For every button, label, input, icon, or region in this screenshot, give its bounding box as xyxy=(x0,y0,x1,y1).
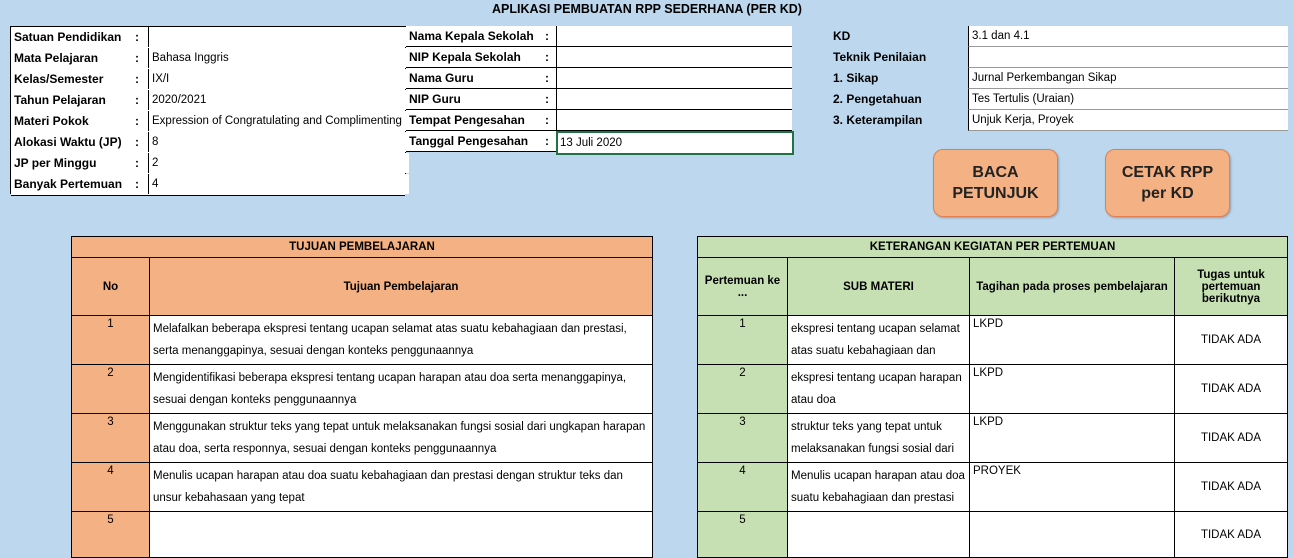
right-field-value[interactable]: 3.1 dan 4.1 xyxy=(968,26,1288,47)
kegiatan-row-tugas[interactable]: TIDAK ADA xyxy=(1175,365,1288,414)
kegiatan-row-no: 4 xyxy=(698,463,788,512)
left-field-colon: : xyxy=(135,177,139,191)
mid-field-row xyxy=(406,47,788,68)
tujuan-row xyxy=(72,414,653,463)
left-field-label: Tahun Pelajaran xyxy=(14,93,106,107)
tujuan-row xyxy=(72,365,653,414)
cetak-rpp-button[interactable] xyxy=(1105,149,1230,217)
kegiatan-col-tagihan: Tagihan pada proses pembelajaran xyxy=(970,258,1175,316)
mid-field-value[interactable] xyxy=(556,26,792,47)
kegiatan-row-tugas[interactable]: TIDAK ADA xyxy=(1175,512,1288,558)
left-field-colon: : xyxy=(135,135,139,149)
mid-field-label: Nama Kepala Sekolah xyxy=(406,26,559,47)
kegiatan-row-sub[interactable]: ekspresi tentang ucapan selamat atas suatu kebahagiaan dan xyxy=(788,316,970,365)
kegiatan-row-tugas[interactable]: TIDAK ADA xyxy=(1175,463,1288,512)
tujuan-row xyxy=(72,463,653,512)
tujuan-row-text[interactable]: Menggunakan struktur teks yang tepat untuk melaksanakan fungsi sosial dari ungkapan harapan atau doa, serta responnya, sesuai dengan konteks penggunaannya xyxy=(150,414,653,463)
middle-info-block xyxy=(406,26,788,152)
app-title: APLIKASI PEMBUATAN RPP SEDERHANA (PER KD) xyxy=(492,2,802,16)
tujuan-row-no: 4 xyxy=(72,463,150,512)
left-info-block xyxy=(10,26,406,194)
mid-field-value[interactable] xyxy=(556,89,792,110)
mid-field-value[interactable]: 13 Juli 2020 xyxy=(556,131,794,155)
tujuan-col-tujuan: Tujuan Pembelajaran xyxy=(150,258,653,316)
mid-field-row xyxy=(406,89,788,110)
tujuan-row-text[interactable] xyxy=(150,512,653,558)
kegiatan-col-sub: SUB MATERI xyxy=(788,258,970,316)
left-field-colon: : xyxy=(135,72,139,86)
kegiatan-row xyxy=(698,365,1288,414)
kegiatan-row-tagihan[interactable] xyxy=(970,512,1175,558)
left-field-row xyxy=(11,90,405,112)
left-field-colon: : xyxy=(135,30,139,44)
mid-field-row xyxy=(406,68,788,89)
mid-field-label: Tempat Pengesahan xyxy=(406,110,559,131)
right-field-label: 1. Sikap xyxy=(833,71,879,85)
tujuan-row-no: 1 xyxy=(72,316,150,365)
right-field-label: Teknik Penilaian xyxy=(833,50,927,64)
tujuan-row-text[interactable]: Menulis ucapan harapan atau doa suatu kebahagiaan dan prestasi dengan struktur teks dan unsur kebahasaan yang tepat xyxy=(150,463,653,512)
left-field-value[interactable]: 8 xyxy=(148,132,409,152)
left-field-label: Materi Pokok xyxy=(14,114,89,128)
right-field-value[interactable]: Tes Tertulis (Uraian) xyxy=(968,89,1288,110)
mid-field-colon: : xyxy=(545,113,549,127)
left-field-value[interactable]: Expression of Congratulating and Complimenting xyxy=(148,111,409,131)
right-field-label: 2. Pengetahuan xyxy=(833,92,922,106)
mid-field-value[interactable] xyxy=(556,47,792,68)
right-field-row xyxy=(818,47,1284,68)
right-field-value[interactable]: Unjuk Kerja, Proyek xyxy=(968,110,1288,131)
right-field-label: 3. Keterampilan xyxy=(833,113,923,127)
kegiatan-col-tugas: Tugas untuk pertemuan berikutnya xyxy=(1175,258,1288,316)
left-field-label: Alokasi Waktu (JP) xyxy=(14,135,122,149)
tujuan-row xyxy=(72,316,653,365)
mid-field-colon: : xyxy=(545,50,549,64)
left-field-row xyxy=(11,153,405,175)
kegiatan-row-sub[interactable]: struktur teks yang tepat untuk melaksanakan fungsi sosial dari xyxy=(788,414,970,463)
kegiatan-row-tagihan[interactable]: LKPD xyxy=(970,365,1175,414)
left-field-row xyxy=(11,111,405,133)
mid-field-colon: : xyxy=(545,92,549,106)
left-field-colon: : xyxy=(135,51,139,65)
mid-field-label: NIP Guru xyxy=(406,89,559,110)
left-field-value[interactable]: 2020/2021 xyxy=(148,90,409,110)
tujuan-row-no: 2 xyxy=(72,365,150,414)
kegiatan-table-title: KETERANGAN KEGIATAN PER PERTEMUAN xyxy=(698,237,1288,258)
left-field-label: Kelas/Semester xyxy=(14,72,104,86)
mid-field-row xyxy=(406,26,788,47)
left-field-row xyxy=(11,69,405,91)
tujuan-row xyxy=(72,512,653,558)
right-field-row xyxy=(818,68,1284,89)
right-field-label: KD xyxy=(833,29,851,43)
left-field-colon: : xyxy=(135,114,139,128)
left-field-row xyxy=(11,48,405,70)
tujuan-table xyxy=(71,236,653,558)
right-field-row xyxy=(818,26,1284,47)
left-field-label: JP per Minggu xyxy=(14,156,97,170)
kegiatan-row xyxy=(698,463,1288,512)
kegiatan-row-no: 5 xyxy=(698,512,788,558)
left-field-label: Banyak Pertemuan xyxy=(14,177,123,191)
kegiatan-row-tagihan[interactable]: PROYEK xyxy=(970,463,1175,512)
kegiatan-row-tugas[interactable]: TIDAK ADA xyxy=(1175,414,1288,463)
left-field-value[interactable]: 2 xyxy=(148,153,409,173)
kegiatan-row-no: 3 xyxy=(698,414,788,463)
mid-field-label: Nama Guru xyxy=(406,68,559,89)
right-field-row xyxy=(818,89,1284,110)
mid-field-value[interactable] xyxy=(556,110,792,131)
left-field-row xyxy=(11,132,405,154)
kegiatan-row-sub[interactable] xyxy=(788,512,970,558)
kegiatan-row xyxy=(698,316,1288,365)
mid-field-row xyxy=(406,131,788,152)
mid-field-value[interactable] xyxy=(556,68,792,89)
mid-field-colon: : xyxy=(545,29,549,43)
tujuan-row-text[interactable]: Mengidentifikasi beberapa ekspresi tentang ucapan harapan atau doa serta menanggapinya, sesuai dengan konteks penggunaannya xyxy=(150,365,653,414)
tujuan-col-no: No xyxy=(72,258,150,316)
right-field-row xyxy=(818,110,1284,131)
kegiatan-row-tagihan[interactable]: LKPD xyxy=(970,414,1175,463)
kegiatan-row-sub[interactable]: ekspresi tentang ucapan harapan atau doa xyxy=(788,365,970,414)
cetak-rpp-label: CETAK RPP per KD xyxy=(1121,164,1214,202)
tujuan-row-no: 5 xyxy=(72,512,150,558)
baca-petunjuk-button[interactable] xyxy=(933,149,1058,217)
kegiatan-col-pertemuan: Pertemuan ke ... xyxy=(698,258,788,316)
mid-field-colon: : xyxy=(545,71,549,85)
baca-petunjuk-label: BACA PETUNJUK xyxy=(952,164,1039,202)
left-field-value[interactable]: Bahasa Inggris xyxy=(148,48,409,68)
kegiatan-row xyxy=(698,414,1288,463)
kegiatan-row-no: 2 xyxy=(698,365,788,414)
left-field-label: Satuan Pendidikan xyxy=(14,30,122,44)
right-field-value[interactable]: Jurnal Perkembangan Sikap xyxy=(968,68,1288,89)
tujuan-row-no: 3 xyxy=(72,414,150,463)
tujuan-table-title: TUJUAN PEMBELAJARAN xyxy=(72,237,653,258)
mid-field-row xyxy=(406,110,788,131)
mid-field-label: Tanggal Pengesahan xyxy=(406,131,559,152)
kegiatan-row-tagihan[interactable]: LKPD xyxy=(970,316,1175,365)
right-info-block xyxy=(818,26,1284,131)
right-field-value[interactable] xyxy=(968,47,1288,68)
kegiatan-table xyxy=(697,236,1288,558)
kegiatan-row-sub[interactable]: Menulis ucapan harapan atau doa suatu kebahagiaan dan prestasi xyxy=(788,463,970,512)
mid-field-label: NIP Kepala Sekolah xyxy=(406,47,559,68)
left-field-colon: : xyxy=(135,156,139,170)
tujuan-row-text[interactable]: Melafalkan beberapa ekspresi tentang ucapan selamat atas suatu kebahagiaan dan prestasi, serta menanggapinya, sesuai dengan konteks penggunaannya xyxy=(150,316,653,365)
left-field-row xyxy=(11,174,405,196)
mid-field-colon: : xyxy=(545,134,549,148)
kegiatan-row-tugas[interactable]: TIDAK ADA xyxy=(1175,316,1288,365)
left-field-colon: : xyxy=(135,93,139,107)
left-field-value[interactable]: 4 xyxy=(148,174,409,194)
left-field-value[interactable] xyxy=(148,27,409,47)
kegiatan-row xyxy=(698,512,1288,558)
kegiatan-row-no: 1 xyxy=(698,316,788,365)
left-field-label: Mata Pelajaran xyxy=(14,51,99,65)
left-field-row xyxy=(11,27,405,49)
left-field-value[interactable]: IX/I xyxy=(148,69,409,89)
